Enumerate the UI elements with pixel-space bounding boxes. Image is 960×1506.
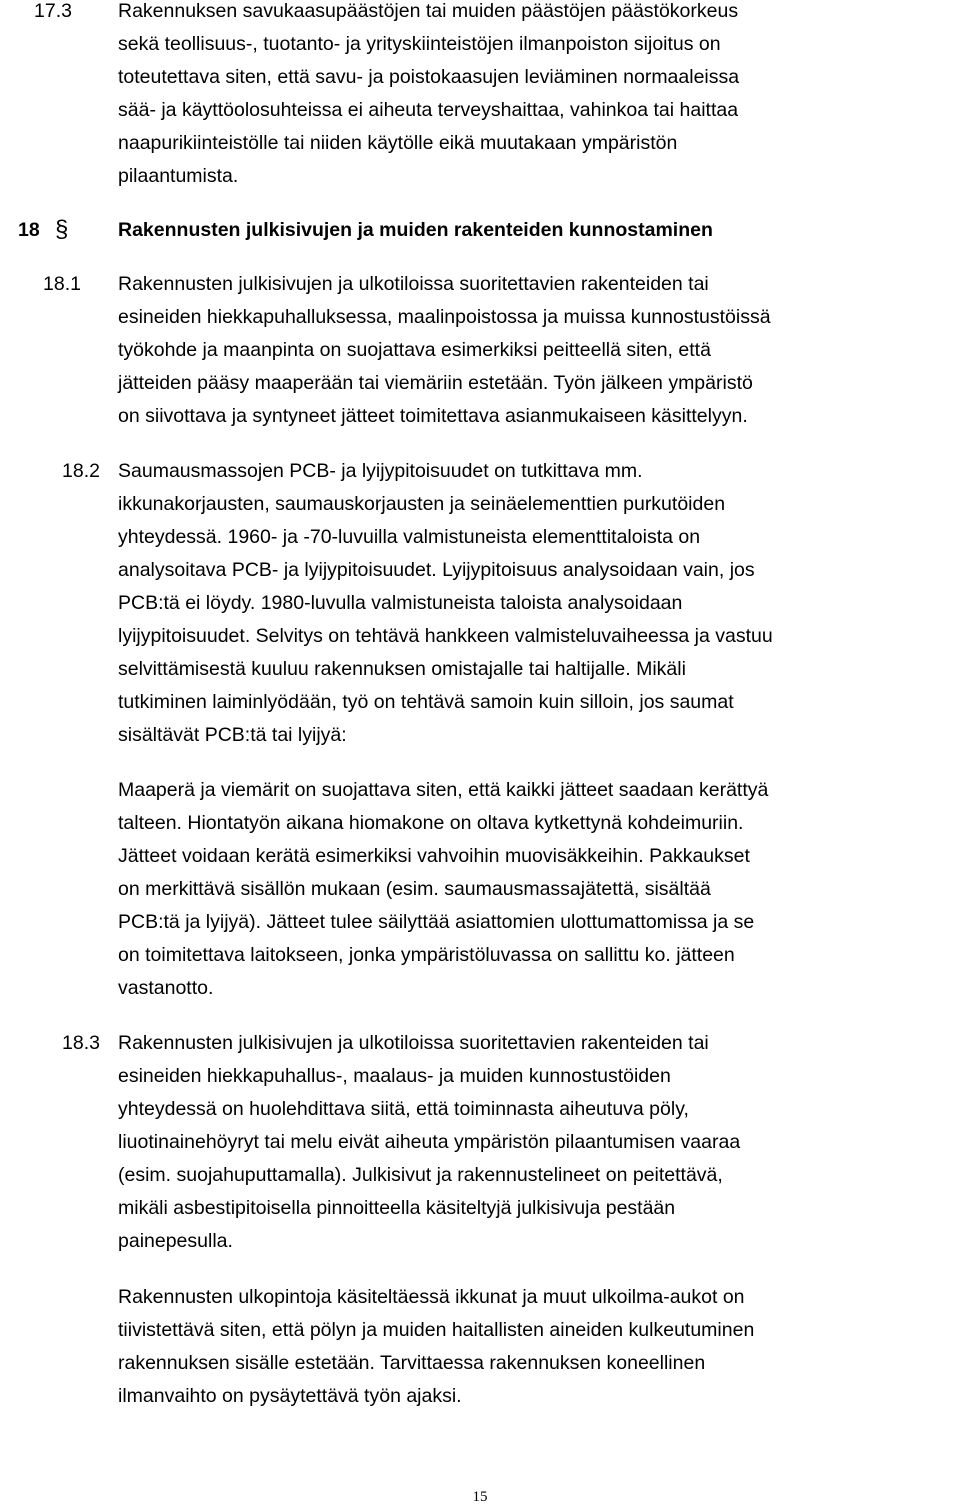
- text-line: Jätteet voidaan kerätä esimerkiksi vahvoihin muovisäkkeihin. Pakkaukset: [118, 845, 750, 867]
- text-line: on toimitettava laitokseen, jonka ympäristöluvassa on sallittu ko. jätteen: [118, 944, 735, 966]
- text-line: sisältävät PCB:tä tai lyijyä:: [118, 724, 347, 746]
- heading-number: 18: [18, 219, 40, 241]
- text-line: Rakennusten ulkopintoja käsiteltäessä ikkunat ja muut ulkoilma-aukot on: [118, 1286, 745, 1308]
- text-line: Maaperä ja viemärit on suojattava siten, että kaikki jätteet saadaan kerättyä: [118, 779, 769, 801]
- text-line: talteen. Hiontatyön aikana hiomakone on oltava kytkettynä kohdeimuriin.: [118, 812, 744, 834]
- text-line: sää- ja käyttöolosuhteissa ei aiheuta terveyshaittaa, vahinkoa tai haittaa: [118, 99, 739, 121]
- text-line: Rakennusten julkisivujen ja ulkotiloissa suoritettavien rakenteiden tai: [118, 1032, 709, 1054]
- section-body: [118, 1281, 960, 1413]
- text-line: ikkunakorjausten, saumauskorjausten ja seinäelementtien purkutöiden: [118, 493, 726, 515]
- text-line: liuotinainehöyryt tai melu eivät aiheuta ympäristön pilaantumisen vaaraa: [118, 1131, 741, 1153]
- text-line: sekä teollisuus-, tuotanto- ja yrityskiinteistöjen ilmanpoiston sijoitus on: [118, 33, 721, 55]
- section-number: 18.2: [62, 460, 100, 482]
- section-number: 17.3: [34, 0, 72, 22]
- text-line: yhteydessä on huolehdittava siitä, että toiminnasta aiheutuva pöly,: [118, 1098, 689, 1120]
- text-line: tutkiminen laiminlyödään, työ on tehtävä samoin kuin silloin, jos saumat: [118, 691, 734, 713]
- section-body: [118, 0, 960, 193]
- section-number: 18.1: [43, 273, 81, 295]
- text-line: vastanotto.: [118, 977, 214, 999]
- section-body: [118, 268, 960, 433]
- text-line: on siivottava ja syntyneet jätteet toimitettava asianmukaiseen käsittelyyn.: [118, 405, 748, 427]
- page-number: 15: [472, 1489, 488, 1505]
- text-line: esineiden hiekkapuhalluksessa, maalinpoistossa ja muissa kunnostustöissä: [118, 306, 771, 328]
- section-number: 18.3: [62, 1032, 100, 1054]
- text-line: työkohde ja maanpinta on suojattava esimerkiksi peitteellä siten, että: [118, 339, 711, 361]
- section-body: [118, 455, 960, 752]
- text-line: pilaantumista.: [118, 165, 239, 187]
- text-line: analysoitava PCB- ja lyijypitoisuudet. Lyijypitoisuus analysoidaan vain, jos: [118, 559, 755, 581]
- text-line: ilmanvaihto on pysäytettävä työn ajaksi.: [118, 1385, 462, 1407]
- text-line: lyijypitoisuudet. Selvitys on tehtävä hankkeen valmisteluvaiheessa ja vastuu: [118, 625, 773, 647]
- text-line: toteutettava siten, että savu- ja poistokaasujen leviäminen normaaleissa: [118, 66, 740, 88]
- heading-title: Rakennusten julkisivujen ja muiden rakenteiden kunnostaminen: [118, 219, 713, 241]
- text-line: mikäli asbestipitoisella pinnoitteella käsiteltyjä julkisivuja pestään: [118, 1197, 676, 1219]
- text-line: PCB:tä ja lyijyä). Jätteet tulee säilyttää asiattomien ulottumattomissa ja se: [118, 911, 755, 933]
- text-line: (esim. suojahuputtamalla). Julkisivut ja rakennustelineet on peitettävä,: [118, 1164, 723, 1186]
- text-line: Rakennusten julkisivujen ja ulkotiloissa suoritettavien rakenteiden tai: [118, 273, 709, 295]
- text-line: esineiden hiekkapuhallus-, maalaus- ja muiden kunnostustöiden: [118, 1065, 671, 1087]
- text-line: selvittämisestä kuuluu rakennuksen omistajalle tai haltijalle. Mikäli: [118, 658, 686, 680]
- text-line: painepesulla.: [118, 1230, 233, 1252]
- section-sign: §: [55, 216, 69, 243]
- text-line: tiivistettävä siten, että pölyn ja muiden haitallisten aineiden kulkeutuminen: [118, 1319, 755, 1341]
- text-line: yhteydessä. 1960- ja -70-luvuilla valmistuneista elementtitaloista on: [118, 526, 701, 548]
- text-line: Saumausmassojen PCB- ja lyijypitoisuudet on tutkittava mm.: [118, 460, 643, 482]
- text-line: on merkittävä sisällön mukaan (esim. saumausmassajätettä, sisältää: [118, 878, 711, 900]
- text-line: PCB:tä ei löydy. 1980-luvulla valmistuneista taloista analysoidaan: [118, 592, 683, 614]
- text-line: naapurikiinteistölle tai niiden käytölle eikä muutakaan ympäristön: [118, 132, 678, 154]
- section-body: [118, 774, 960, 1005]
- text-line: rakennuksen sisälle estetään. Tarvittaessa rakennuksen koneellinen: [118, 1352, 706, 1374]
- text-line: jätteiden pääsy maaperään tai viemäriin estetään. Työn jälkeen ympäristö: [118, 372, 753, 394]
- text-line: Rakennuksen savukaasupäästöjen tai muiden päästöjen päästökorkeus: [118, 0, 739, 22]
- section-body: [118, 1027, 960, 1258]
